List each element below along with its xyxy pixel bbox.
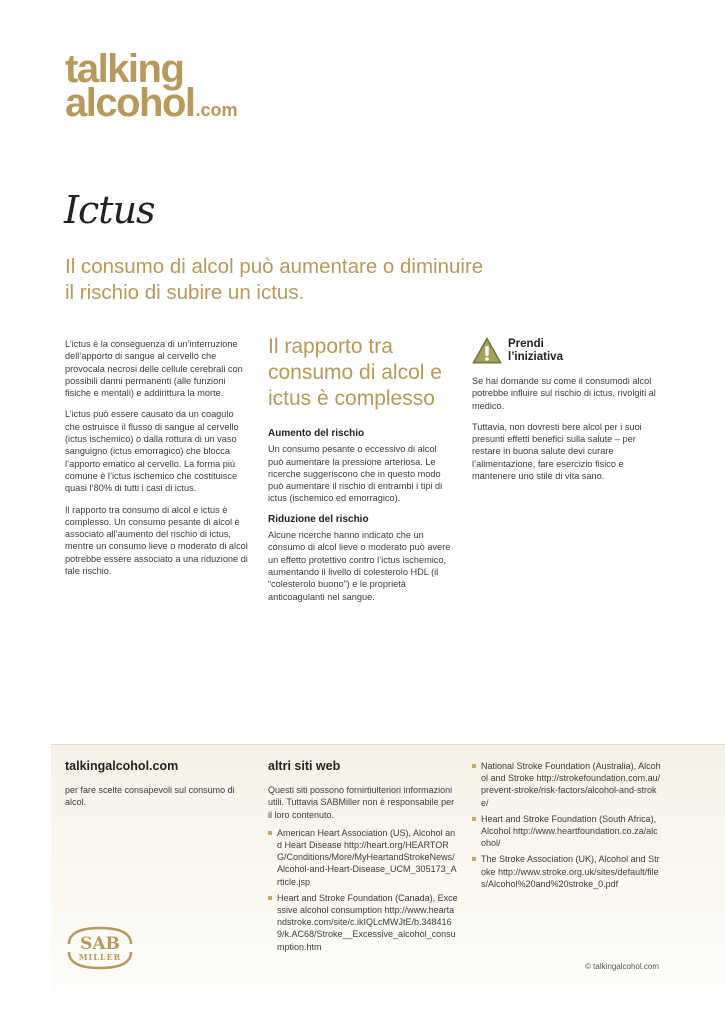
miller-text: MILLER <box>78 952 122 962</box>
footer-site-column <box>65 760 245 815</box>
footer-link-item[interactable]: National Stroke Foundation (Australia), Alcohol and Stroke http://strokefoundation.com.au/prevent-stroke/risk-factors/alcohol-and-stroke/ <box>472 760 662 809</box>
tip-title-line-2: l’iniziativa <box>508 351 563 363</box>
warning-triangle-icon <box>472 337 502 365</box>
footer-link-item[interactable]: Heart and Stroke Foundation (South Africa), Alcohol http://www.heartfoundation.co.za/alcohol/ <box>472 813 662 850</box>
logo-line-1: talking <box>65 47 184 91</box>
tip-title <box>508 338 563 364</box>
intro-paragraph: L’ictus può essere causato da un coagulo che ostruisce il flusso di sangue al cervello (ictus ischemico) o dalla rottura di un vaso sanguigno (ictus emorragico) che blocca l’apporto ematico al cervello. La forma più comune è l’ictus ischemico che costituisce quasi l’80% di tutti i casi di ictus. <box>65 409 239 494</box>
sabmiller-logo <box>65 924 135 970</box>
risk-column <box>268 334 453 612</box>
risk-subtitle: Il rapporto tra consumo di alcol e ictus è complesso <box>268 335 442 410</box>
footer-links-title: altri siti web <box>268 759 341 773</box>
footer-site-text: per fare scelte consapevoli sul consumo di alcol. <box>65 785 235 808</box>
risk-increase-heading: Aumento del rischio <box>268 428 365 439</box>
logo-line-2 <box>65 81 238 127</box>
tip-paragraph: Tuttavia, non dovresti bere alcol per i suoi presunti effetti benefici sulla salute – per restare in buona salute devi curare l’alimentazione, fare esercizio fisico e mantenere uno stile di vita sano. <box>472 421 642 482</box>
footer-links-column <box>268 760 458 957</box>
tip-header <box>472 337 662 371</box>
tip-column <box>472 337 662 491</box>
copyright: © talkingalcohol.com <box>585 962 659 971</box>
footer-link-item[interactable]: Heart and Stroke Foundation (Canada), Excessive alcohol consumption http://www.heartandstroke.com/site/c.ikIQLcMWJtE/b.3484169/k.AC68/Stroke__Excessive_alcohol_consumption.htm <box>268 892 458 953</box>
risk-reduction-text: Alcune ricerche hanno indicato che un consumo di alcol lieve o moderato può avere un effetto protettivo contro l’ictus ischemico, aumentando il livello di colesterolo HDL (il “colesterolo buono”) e le proprietà anticoagulanti nel sangue. <box>268 530 451 602</box>
footer-links-list <box>268 827 458 953</box>
sab-text: SAB <box>80 934 120 954</box>
risk-reduction-heading: Riduzione del rischio <box>268 513 369 525</box>
footer-links-column-2 <box>472 760 662 894</box>
risk-increase-text: Un consumo pesante o eccessivo di alcol può aumentare la pressione arteriosa. Le ricerche suggeriscono che in questo modo può aumentare il rischio di entrambi i tipi di ictus (ischemico ed emorragico). <box>268 444 443 504</box>
intro-paragraph: Il rapporto tra consumo di alcol e ictus è complesso. Un consumo pesante di alcol è associato all’aumento del rischio di ictus, mentre un consumo lieve o moderato di alcol potrebbe essere associato a una riduzione di tale rischio. <box>65 504 248 577</box>
talkingalcohol-logo <box>65 47 238 127</box>
intro-paragraph: L’ictus è la conseguenza di un’interruzione dell’apporto di sangue al cervello che provocala necrosi delle cellule cerebrali con possibili danni permanenti (alle funzioni fisiche e mentali) e addirittura la morte. <box>65 339 243 399</box>
tip-title-line-1: Prendi <box>508 338 544 350</box>
lead-text: Il consumo di alcol può aumentare o diminuire il rischio di subire un ictus. <box>65 255 484 304</box>
footer-link-item[interactable]: The Stroke Association (UK), Alcohol and Stroke http://www.stroke.org.uk/sites/default/files/Alcohol%20and%20stroke_0.pdf <box>472 853 662 890</box>
page-title: Ictus <box>64 188 155 232</box>
logo-word: alcohol <box>65 81 195 125</box>
logo-suffix: .com <box>195 100 238 120</box>
footer-links-intro: Questi siti possono fornirtiulteriori informazioni utili. Tuttavia SABMiller non è responsabile per il loro contenuto. <box>268 785 455 820</box>
intro-column <box>65 338 250 586</box>
footer-links-list-2 <box>472 760 662 890</box>
footer-site-title: talkingalcohol.com <box>65 759 179 773</box>
tip-paragraph: Se hai domande su come il consumodi alcol potrebbe influire sul rischio di ictus, rivolgiti al medico. <box>472 376 656 411</box>
footer-link-item[interactable]: American Heart Association (US), Alcohol and Heart Disease http://heart.org/HEARTORG/Conditions/More/MyHeartandStrokeNews/Alcohol-and-Heart-Disease_UCM_305173_Article.jsp <box>268 827 458 888</box>
